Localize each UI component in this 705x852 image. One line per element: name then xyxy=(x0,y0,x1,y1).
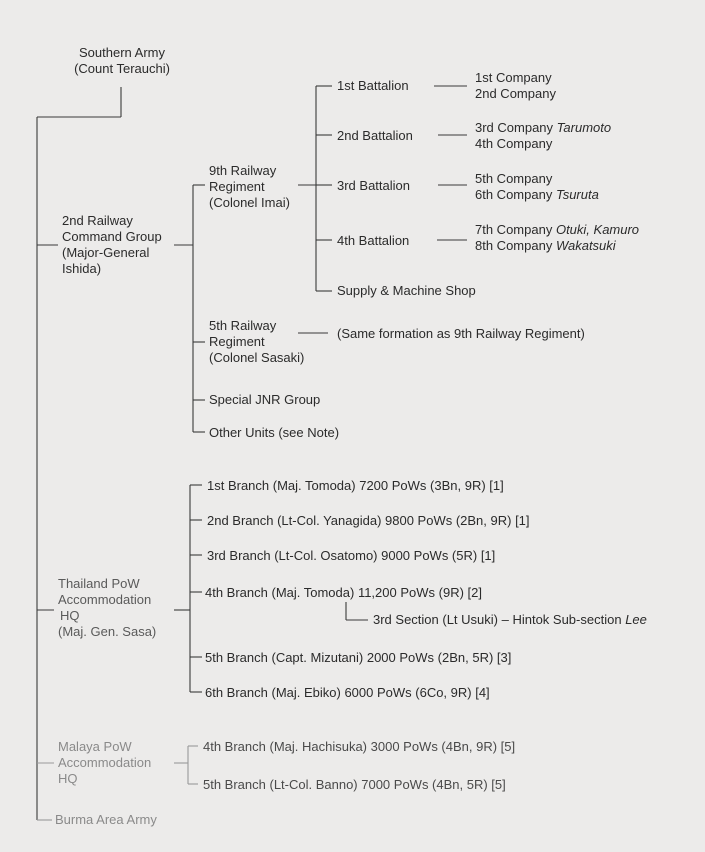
regiment-5-line: 5th Railway xyxy=(209,318,277,333)
railway-command-line: Command Group xyxy=(62,229,162,244)
regiment-5 xyxy=(209,318,304,366)
thailand-branch: 1st Branch (Maj. Tomoda) 7200 PoWs (3Bn, 9R) [1] xyxy=(207,478,504,493)
supply-machine-shop: Supply & Machine Shop xyxy=(337,283,476,298)
other-units: Other Units (see Note) xyxy=(209,425,340,440)
regiment-9-line: (Colonel Imai) xyxy=(209,195,290,210)
company: 4th Company xyxy=(475,136,553,151)
company xyxy=(475,120,611,136)
malaya-hq-line: HQ xyxy=(58,771,78,786)
railway-command-line: (Major-General xyxy=(62,245,150,260)
battalion-4: 4th Battalion xyxy=(337,233,410,248)
railway-command-line: Ishida) xyxy=(62,261,102,276)
company-note: Otuki, Kamuro xyxy=(555,222,640,237)
company: 2nd Company xyxy=(475,86,556,101)
railway-command-group xyxy=(62,213,162,277)
battalion-1: 1st Battalion xyxy=(337,78,409,93)
companies-battalion-4 xyxy=(475,222,639,254)
thailand-hq-line: HQ xyxy=(60,608,80,623)
thailand-branch: 3rd Branch (Lt-Col. Osatomo) 9000 PoWs (5R) [1] xyxy=(207,548,496,563)
company-label: 8th Company xyxy=(475,238,553,253)
regiment-9-line: 9th Railway xyxy=(209,163,277,178)
southern-army-commander: (Count Terauchi) xyxy=(74,61,170,76)
company: 1st Company xyxy=(475,70,552,85)
company-note: Tsuruta xyxy=(555,187,599,202)
regiment-9 xyxy=(209,163,290,211)
companies-battalion-1 xyxy=(475,70,556,102)
company-label: 7th Company xyxy=(475,222,553,237)
malaya-hq xyxy=(58,739,151,787)
company-note: Tarumoto xyxy=(556,120,612,135)
special-jnr-group: Special JNR Group xyxy=(209,392,321,407)
regiment-5-line: (Colonel Sasaki) xyxy=(209,350,305,365)
regiment-5-line: Regiment xyxy=(209,334,265,349)
malaya-hq-line: Accommodation xyxy=(58,755,152,770)
companies-battalion-3 xyxy=(475,171,599,203)
sub-section xyxy=(373,612,647,628)
battalion-3: 3rd Battalion xyxy=(337,178,410,193)
company-label: 3rd Company xyxy=(475,120,554,135)
battalion-2: 2nd Battalion xyxy=(337,128,413,143)
thailand-branch: 5th Branch (Capt. Mizutani) 2000 PoWs (2Bn, 5R) [3] xyxy=(205,650,512,665)
thailand-branch: 6th Branch (Maj. Ebiko) 6000 PoWs (6Co, 9R) [4] xyxy=(205,685,490,700)
company: 5th Company xyxy=(475,171,553,186)
malaya-branch: 4th Branch (Maj. Hachisuka) 3000 PoWs (4Bn, 9R) [5] xyxy=(203,739,516,754)
railway-command-line: 2nd Railway xyxy=(62,213,133,228)
company-note: Wakatsuki xyxy=(555,238,616,253)
company-label: 6th Company xyxy=(475,187,553,202)
thailand-branch: 4th Branch (Maj. Tomoda) 11,200 PoWs (9R) [2] xyxy=(205,585,482,600)
southern-army xyxy=(52,45,192,77)
sub-section-text: 3rd Section (Lt Usuki) – Hintok Sub-section xyxy=(373,612,622,627)
company xyxy=(475,222,639,238)
regiment-5-note: (Same formation as 9th Railway Regiment) xyxy=(337,326,585,341)
regiment-9-line: Regiment xyxy=(209,179,265,194)
malaya-branch: 5th Branch (Lt-Col. Banno) 7000 PoWs (4Bn, 5R) [5] xyxy=(203,777,506,792)
burma-area-army: Burma Area Army xyxy=(55,812,157,827)
malaya-hq-line: Malaya PoW xyxy=(58,739,132,754)
thailand-branch: 2nd Branch (Lt-Col. Yanagida) 9800 PoWs (2Bn, 9R) [1] xyxy=(207,513,530,528)
companies-battalion-2 xyxy=(475,120,611,152)
thailand-hq-line: Thailand PoW xyxy=(58,576,140,591)
company xyxy=(475,238,639,254)
thailand-hq-line: (Maj. Gen. Sasa) xyxy=(58,624,157,639)
southern-army-name: Southern Army xyxy=(79,45,165,60)
company xyxy=(475,187,599,203)
thailand-hq xyxy=(58,576,156,640)
sub-section-name: Lee xyxy=(625,612,647,627)
thailand-hq-line: Accommodation xyxy=(58,592,152,607)
